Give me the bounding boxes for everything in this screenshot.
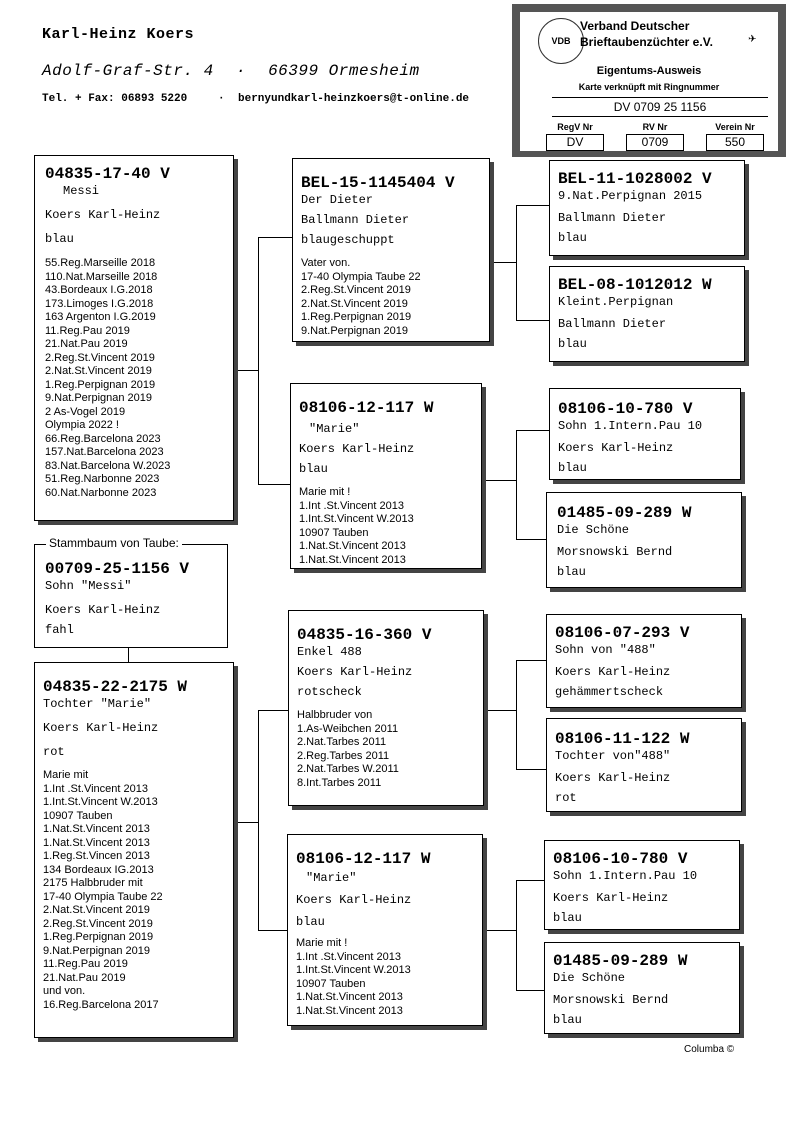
card-org-line1: Verband Deutscher (580, 19, 690, 33)
card-col-regv (546, 122, 604, 151)
card-col-value: 0709 (626, 134, 684, 151)
address-city: 66399 Ormesheim (268, 62, 420, 80)
card-org-name (580, 18, 760, 50)
achievement-item: 173.Limoges I.G.2018 (45, 297, 154, 310)
pigeon-breeder: Koers Karl-Heinz (299, 442, 415, 456)
card-emblem-icon: ✈ (748, 34, 757, 45)
connector-mm-vertical (516, 880, 517, 990)
achievement-list (43, 769, 233, 1012)
card-col-rv (626, 122, 684, 151)
achievement-item: 83.Nat.Barcelona W.2023 (45, 459, 171, 472)
achievement-item: 60.Nat.Narbonne 2023 (45, 486, 157, 499)
achievement-item: Olympia 2022 ! (45, 419, 119, 431)
connector-mf-vertical (516, 660, 517, 770)
pigeon-name: Der Dieter (301, 193, 374, 207)
achievement-item: und von. (43, 985, 86, 997)
ring-number: 00709-25-1156 V (45, 560, 190, 578)
achievement-list (45, 257, 233, 500)
achievement-item: Vater von. (301, 257, 351, 269)
achievement-item: 43.Bordeaux I.G.2018 (45, 284, 153, 296)
achievement-item: 1.Reg.Perpignan 2019 (43, 931, 154, 943)
pigeon-breeder: Koers Karl-Heinz (45, 603, 161, 617)
ring-number: 04835-22-2175 W (43, 678, 188, 696)
connector-mother-out (235, 822, 259, 823)
achievement-item: Halbbruder von (297, 709, 373, 721)
pigeon-color: rot (555, 791, 577, 805)
achievement-item: 1.Int.St.Vincent W.2013 (43, 796, 158, 808)
connector-to-mmm (516, 990, 544, 991)
card-col-label: RV Nr (642, 122, 668, 132)
achievement-item: 1.Nat.St.Vincent 2013 (43, 823, 150, 835)
pigeon-color: blaugeschuppt (301, 233, 395, 247)
pigeon-ffm[interactable] (549, 266, 745, 362)
achievement-item: 2 As-Vogel 2019 (45, 405, 126, 418)
card-org-line2: Brieftaubenzüchter e.V. (580, 35, 713, 49)
pigeon-breeder: Koers Karl-Heinz (558, 441, 674, 455)
achievement-item: 2.Reg.St.Vincent 2019 (301, 284, 411, 296)
card-col-verein (706, 122, 764, 151)
software-credit: Columba © (684, 1044, 735, 1055)
achievement-item: 17-40 Olympia Taube 22 (43, 890, 163, 903)
achievement-item: 163 Argenton I.G.2019 (45, 311, 156, 323)
achievement-item: 51.Reg.Narbonne 2023 (45, 473, 160, 485)
pigeon-ff[interactable] (292, 158, 490, 342)
connector-father-vertical (258, 237, 259, 485)
connector-to-mff (516, 660, 546, 661)
ring-number: BEL-15-1145404 V (301, 174, 455, 192)
ring-number: 04835-16-360 V (297, 626, 432, 644)
achievement-item: Marie mit ! (296, 937, 348, 949)
pigeon-name: 9.Nat.Perpignan 2015 (558, 189, 703, 203)
pigeon-mf[interactable] (288, 610, 484, 806)
ring-number: 01485-09-289 W (553, 952, 688, 970)
breeder-address (42, 62, 420, 80)
achievement-item: 2175 Halbbruder mit (43, 877, 143, 889)
pigeon-breeder: Morsnowski Bernd (557, 545, 673, 559)
pigeon-breeder: Koers Karl-Heinz (296, 893, 412, 907)
achievement-item: 1.Int.St.Vincent W.2013 (296, 964, 411, 976)
connector-to-fmm (516, 539, 546, 540)
pigeon-color: rot (43, 745, 65, 759)
achievement-item: Marie mit (43, 769, 89, 781)
pigeon-mother[interactable] (34, 662, 234, 1038)
ring-number: 08106-12-117 W (299, 399, 434, 417)
card-subtitle: Karte verknüpft mit Ringnummer (578, 82, 720, 92)
pigeon-color: rotscheck (297, 685, 362, 699)
pigeon-father[interactable] (34, 155, 234, 521)
address-separator: · (235, 62, 246, 80)
achievement-item: Marie mit ! (299, 486, 351, 498)
pigeon-fmm[interactable] (546, 492, 742, 588)
card-col-value: DV (546, 134, 604, 151)
achievement-item: 11.Reg.Pau 2019 (45, 324, 130, 337)
achievement-item: 10907 Tauben (299, 526, 369, 539)
achievement-item: 134 Bordeaux IG.2013 (43, 863, 154, 876)
connector-fm-vertical (516, 430, 517, 540)
pigeon-name: Enkel 488 (297, 645, 362, 659)
achievement-item: 2.Reg.St.Vincent 2019 (45, 351, 155, 364)
achievement-item: 2.Reg.St.Vincent 2019 (43, 917, 153, 930)
ring-number: 08106-12-117 W (296, 850, 431, 868)
ring-number: 01485-09-289 W (557, 504, 692, 522)
pigeon-color: gehämmertscheck (555, 685, 664, 699)
achievement-item: 1.Nat.St.Vincent 2013 (296, 1004, 403, 1017)
achievement-item: 10907 Tauben (296, 977, 366, 990)
vdb-logo-text: VDB (551, 36, 571, 46)
pigeon-fmf[interactable] (549, 388, 741, 480)
card-title: Eigentums-Ausweis (596, 65, 702, 77)
pigeon-name: "Marie" (306, 871, 357, 885)
achievement-item: 1.Reg.St.Vincen 2013 (43, 850, 150, 862)
achievement-item: 1.Nat.St.Vincent 2013 (296, 991, 403, 1003)
ring-number: BEL-08-1012012 W (558, 276, 712, 294)
achievement-item: 21.Nat.Pau 2019 (45, 338, 128, 350)
ring-number: BEL-11-1028002 V (558, 170, 712, 188)
connector-to-mmf (516, 880, 544, 881)
connector-to-mm (258, 930, 288, 931)
pigeon-name: Die Schöne (557, 523, 630, 537)
pigeon-subject[interactable] (34, 544, 228, 648)
connector-mf-out (483, 710, 517, 711)
achievement-item: 1.Int .St.Vincent 2013 (43, 782, 148, 795)
pigeon-name: Sohn "Messi" (45, 579, 132, 593)
achievement-item: 1.Nat.St.Vincent 2013 (299, 540, 406, 552)
achievement-item: 9.Nat.Perpignan 2019 (301, 324, 409, 337)
address-street: Adolf-Graf-Str. 4 (42, 62, 214, 80)
achievement-item: 1.Nat.St.Vincent 2013 (43, 836, 150, 849)
achievement-item: 110.Nat.Marseille 2018 (45, 270, 158, 283)
pigeon-fff[interactable] (549, 160, 745, 256)
achievement-list (296, 937, 482, 1018)
achievement-item: 1.Int .St.Vincent 2013 (299, 499, 404, 512)
connector-to-mf (258, 710, 290, 711)
pigeon-breeder: Koers Karl-Heinz (297, 665, 413, 679)
pigeon-name: Messi (63, 184, 100, 198)
pigeon-breeder: Koers Karl-Heinz (43, 721, 159, 735)
pigeon-color: blau (296, 915, 325, 929)
pigeon-color: blau (299, 462, 328, 476)
connector-mm-out (483, 930, 517, 931)
achievement-item: 8.Int.Tarbes 2011 (297, 776, 382, 789)
pigeon-color: blau (558, 461, 587, 475)
pigeon-breeder: Koers Karl-Heinz (553, 891, 669, 905)
ring-number: 08106-07-293 V (555, 624, 690, 642)
pigeon-name: Tochter von"488" (555, 749, 671, 763)
pigeon-name: Sohn 1.Intern.Pau 10 (553, 869, 698, 883)
pigeon-mfm[interactable] (546, 718, 742, 812)
pigeon-color: blau (45, 232, 74, 246)
connector-ff-out (492, 262, 517, 263)
pigeon-name: Tochter "Marie" (43, 697, 152, 711)
pigeon-color: fahl (45, 623, 74, 637)
achievement-item: 1.Int .St.Vincent 2013 (296, 950, 401, 963)
achievement-item: 55.Reg.Marseille 2018 (45, 257, 156, 269)
achievement-item: 66.Reg.Barcelona 2023 (45, 432, 161, 445)
pigeon-breeder: Koers Karl-Heinz (555, 771, 671, 785)
achievement-item: 1.Reg.Perpignan 2019 (45, 378, 156, 391)
achievement-item: 157.Nat.Barcelona 2023 (45, 446, 164, 458)
pigeon-breeder: Ballmann Dieter (558, 317, 667, 331)
card-col-value: 550 (706, 134, 764, 151)
card-col-label: Verein Nr (715, 122, 755, 132)
pigeon-color: blau (558, 337, 587, 351)
connector-to-fmf (516, 430, 549, 431)
pigeon-breeder: Ballmann Dieter (301, 213, 410, 227)
achievement-list (297, 709, 483, 790)
email-separator: · (218, 93, 225, 105)
achievement-item: 16.Reg.Barcelona 2017 (43, 998, 159, 1011)
connector-to-ff (258, 237, 293, 238)
pigeon-color: blau (553, 911, 582, 925)
breeder-email[interactable]: bernyundkarl-heinzkoers@t-online.de (238, 93, 470, 105)
pigeon-mmm[interactable] (544, 942, 740, 1034)
connector-father-out (235, 370, 259, 371)
connector-ff-vertical (516, 205, 517, 321)
ring-number: 08106-10-780 V (558, 400, 693, 418)
ring-number: 08106-10-780 V (553, 850, 688, 868)
achievement-item: 2.Reg.Tarbes 2011 (297, 749, 390, 762)
achievement-item: 21.Nat.Pau 2019 (43, 971, 126, 984)
achievement-item: 2.Nat.St.Vincent 2019 (45, 365, 152, 377)
pigeon-name: "Marie" (309, 422, 360, 436)
pigeon-breeder: Koers Karl-Heinz (555, 665, 671, 679)
achievement-item: 1.Int.St.Vincent W.2013 (299, 513, 414, 525)
achievement-list (301, 257, 489, 338)
pigeon-color: blau (553, 1013, 582, 1027)
ring-number: 08106-11-122 W (555, 730, 690, 748)
ownership-card-inner (520, 12, 778, 151)
card-col-label: RegV Nr (557, 122, 593, 132)
connector-to-ffm (516, 320, 549, 321)
achievement-item: 9.Nat.Perpignan 2019 (43, 944, 151, 957)
connector-to-fm (258, 484, 290, 485)
pigeon-color: blau (557, 565, 586, 579)
pigeon-name: Sohn 1.Intern.Pau 10 (558, 419, 703, 433)
achievement-item: 2.Nat.St.Vincent 2019 (43, 904, 150, 916)
achievement-item: 11.Reg.Pau 2019 (43, 958, 128, 970)
connector-to-mfm (516, 769, 546, 770)
achievement-item: 9.Nat.Perpignan 2019 (45, 392, 153, 404)
pigeon-color: blau (558, 231, 587, 245)
achievement-item: 2.Nat.Tarbes 2011 (297, 736, 387, 748)
achievement-item: 2.Nat.St.Vincent 2019 (301, 297, 408, 310)
connector-to-fff (516, 205, 549, 206)
card-ring-number: DV 0709 25 1156 (552, 97, 768, 117)
achievement-item: 1.As-Weibchen 2011 (297, 722, 399, 735)
connector-fm-out (482, 480, 517, 481)
pigeon-mm[interactable] (287, 834, 483, 1026)
ownership-card (512, 4, 786, 157)
pigeon-name: Sohn von "488" (555, 643, 656, 657)
ring-number: 04835-17-40 V (45, 165, 170, 183)
pigeon-breeder: Morsnowski Bernd (553, 993, 669, 1007)
connector-subject-mother (128, 648, 129, 662)
vdb-logo-icon (538, 18, 584, 64)
breeder-name: Karl-Heinz Koers (42, 26, 195, 43)
achievement-item: 2.Nat.Tarbes W.2011 (297, 763, 399, 775)
achievement-item: 10907 Tauben (43, 809, 113, 822)
pigeon-breeder: Koers Karl-Heinz (45, 208, 161, 222)
achievement-item: 17-40 Olympia Taube 22 (301, 270, 421, 283)
pigeon-mff[interactable] (546, 614, 742, 708)
achievement-item: 1.Nat.St.Vincent 2013 (299, 553, 406, 566)
pedigree-label: Stammbaum von Taube: (46, 536, 182, 550)
pigeon-mmf[interactable] (544, 840, 740, 930)
pigeon-breeder: Ballmann Dieter (558, 211, 667, 225)
pigeon-name: Die Schöne (553, 971, 626, 985)
breeder-phone: Tel. + Fax: 06893 5220 (42, 93, 188, 105)
connector-mother-vertical (258, 710, 259, 930)
achievement-list (299, 486, 481, 567)
achievement-item: 1.Reg.Perpignan 2019 (301, 311, 412, 323)
pigeon-fm[interactable] (290, 383, 482, 569)
pigeon-name: Kleint.Perpignan (558, 295, 674, 309)
